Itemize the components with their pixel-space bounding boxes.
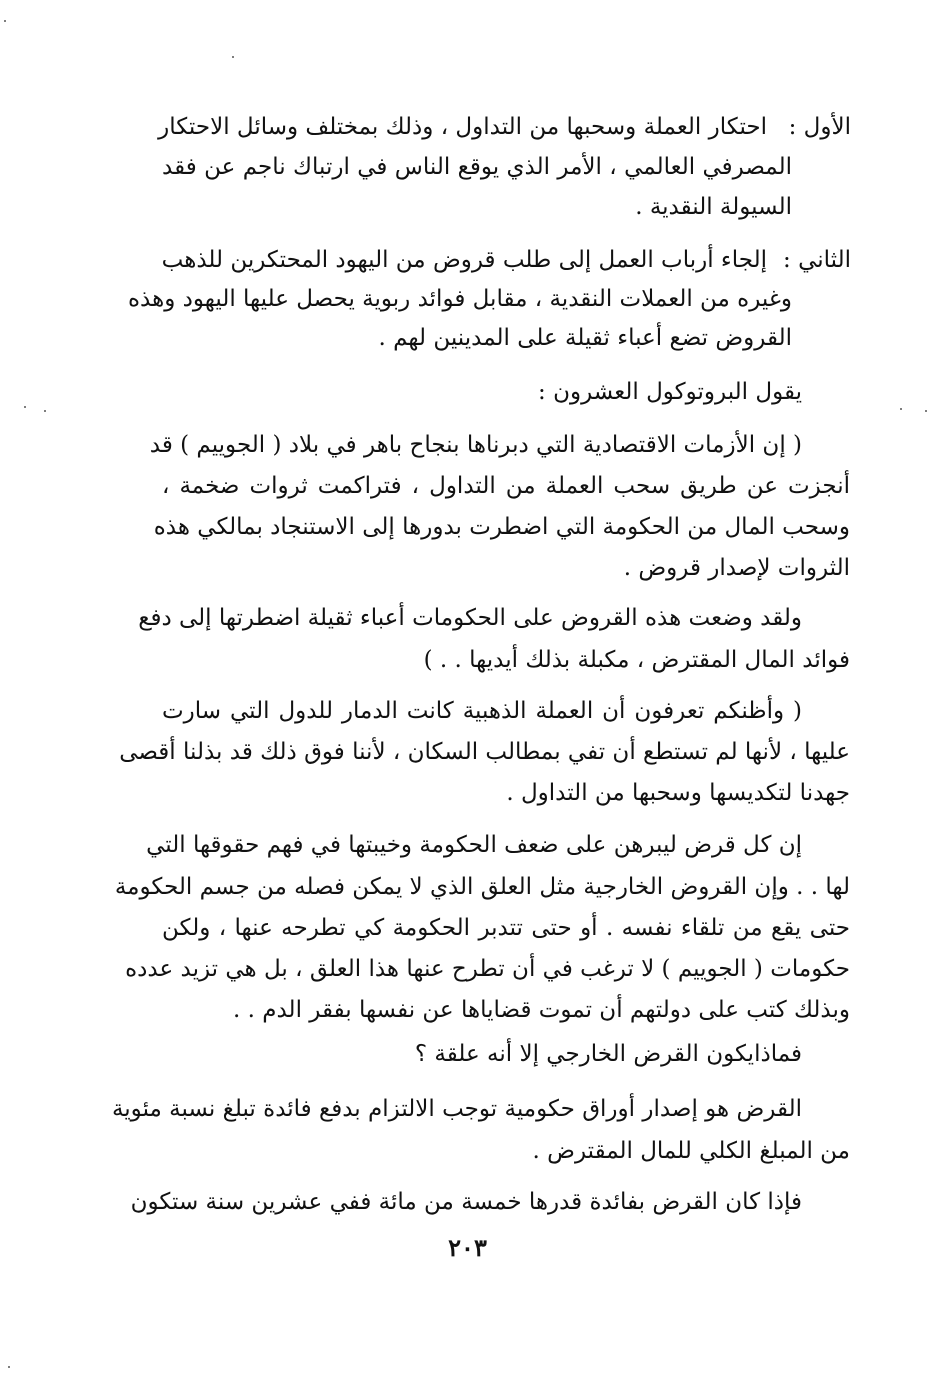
scan-speck (900, 408, 902, 410)
quote-line: وسحب المال من الحكومة التي اضطرت بدورها إلى الاستنجاد بمالكي هذه (153, 514, 850, 540)
first-point-line: المصرفي العالمي ، الأمر الذي يوقع الناس في ارتباك ناجم عن فقد (162, 154, 792, 180)
scan-speck (925, 410, 927, 412)
body-line: فإذا كان القرض بفائدة قدرها خمسة من مائة ففي عشرين سنة ستكون (130, 1189, 802, 1215)
quote-line: جهدنا لتكديسها وسحبها من التداول . (506, 780, 850, 806)
quote-line: ( إن الأزمات الاقتصادية التي دبرناها بنجاح باهر في بلاد ( الجوييم ) قد (149, 432, 802, 458)
scan-speck (8, 1366, 10, 1368)
body-line: وبذلك كتب على دولتهم أن تموت قضاياها عن نفسها بفقر الدم . . (233, 997, 850, 1023)
scan-speck (4, 20, 6, 22)
second-point-line: إلجاء أرباب العمل إلى طلب قروض من اليهود المحتكرين للذهب (161, 247, 767, 273)
body-line: لها . . وإن القروض الخارجية مثل العلق الذي لا يمكن فصله من جسم الحكومة (114, 874, 850, 900)
quote-line: عليها ، لأنها لم تستطع أن تفي بمطالب السكان ، لأننا فوق ذلك قد بذلنا أقصى (119, 739, 850, 765)
second-point-label: الثاني : (783, 247, 851, 273)
first-point-line: السيولة النقدية . (635, 194, 792, 220)
quote-line: فوائد المال المقترض ، مكبلة بذلك أيديها . . ) (423, 647, 850, 673)
body-line: من المبلغ الكلي للمال المقترض . (532, 1138, 850, 1164)
quote-line: الثروات لإصدار قروض . (623, 555, 850, 581)
page-number: ٢٠٣ (448, 1233, 487, 1262)
quote-line: ولقد وضعت هذه القروض على الحكومات أعباء ثقيلة اضطرتها إلى دفع (138, 605, 802, 631)
quote-line: ( وأظنكم تعرفون أن العملة الذهبية كانت الدمار للدول التي سارت (162, 698, 802, 724)
body-line: حتى يقع من تلقاء نفسه . أو حتى تتدبر الحكومة كي تطرحه عنها ، ولكن (162, 915, 850, 941)
body-line: إن كل قرض ليبرهن على ضعف الحكومة وخيبتها في فهم حقوقها التي (146, 832, 802, 858)
quote-line: أنجزت عن طريق سحب العملة من التداول ، فتراكمت ثروات ضخمة ، (162, 473, 850, 499)
scan-speck (232, 56, 234, 58)
scan-speck (24, 406, 26, 408)
first-point-line: احتكار العملة وسحبها من التداول ، وذلك بمختلف وسائل الاحتكار (158, 114, 767, 140)
scan-speck (44, 410, 46, 412)
body-line: القرض هو إصدار أوراق حكومية توجب الالتزام بدفع فائدة تبلغ نسبة مئوية (111, 1096, 802, 1122)
first-point-label: الأول : (788, 114, 851, 140)
body-line: حكومات ( الجوييم ) لا ترغب في أن تطرح عنها هذا العلق ، بل هي تزيد عدده (125, 956, 850, 982)
second-point-line: القروض تضع أعباء ثقيلة على المدينين لهم . (378, 325, 792, 351)
second-point-line: وغيره من العملات النقدية ، مقابل فوائد ربوية يحصل عليها اليهود وهذه (127, 286, 792, 312)
question-line: فماذايكون القرض الخارجي إلا أنه علقة ؟ (414, 1041, 802, 1067)
protocol-intro: يقول البروتوكول العشرون : (538, 379, 802, 405)
